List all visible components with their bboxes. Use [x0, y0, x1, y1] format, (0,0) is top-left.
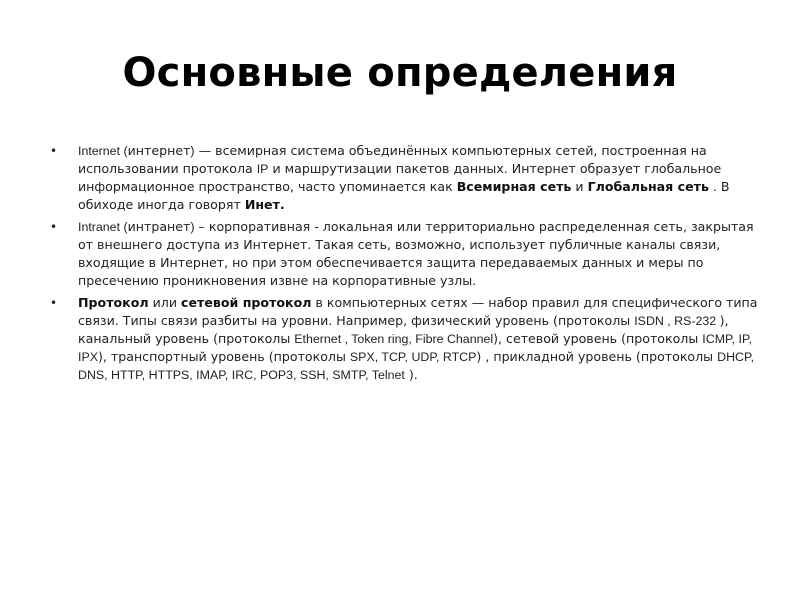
definition-text: и маршрутизации пакетов данных. Интернет образует глобальное информационное пространство, часто упоминается как — [78, 161, 722, 194]
bullet-icon: • — [50, 220, 58, 234]
bold-term: Глобальная сеть — [587, 179, 709, 194]
definition-text: или — [148, 295, 182, 310]
definition-text: ), транспортный уровень (протоколы — [97, 349, 350, 364]
definition-text: SPX, TCP, UDP, RTCP — [349, 350, 477, 364]
definition-text: ), сетевой уровень (протоколы — [493, 331, 703, 346]
bold-term: Инет. — [244, 197, 285, 212]
term-text: интранет — [127, 219, 191, 234]
term-text: Internet ( — [78, 144, 128, 158]
definition-text: в компьютерных сетях — набор правил для специфического типа связи. Типы связи разбиты на уровни. Например, физический уровень (протоколы — [78, 295, 758, 328]
bold-term: Протокол — [78, 295, 149, 310]
term-text: интернет — [127, 143, 191, 158]
bullet-icon: • — [50, 296, 58, 310]
definition-text: Ethernet , Token ring, Fibre Channel — [294, 332, 494, 346]
definition-text: . В обиходе иногда говорят — [78, 179, 730, 212]
definition-intranet — [50, 218, 762, 290]
bold-term: сетевой протокол — [181, 295, 312, 310]
definition-list — [50, 142, 762, 388]
definition-internet — [50, 142, 762, 214]
definition-protocol — [50, 294, 762, 384]
definition-text: DHCP, DNS, HTTP, HTTPS, IMAP, IRC, POP3, SSH, SMTP, Telnet — [78, 350, 755, 382]
bold-term: Всемирная сеть — [456, 179, 572, 194]
term-text: ) — [190, 144, 195, 158]
definition-text: ). — [404, 367, 418, 382]
definition-text: – корпоративная - локальная или территориально распределенная сеть, закрытая от внешнего доступа из Интернет. Такая сеть, возможно, использует публичные каналы связи, входящие в Интернет, но при этом обеспечивается защита передаваемых данных и меры по пресечению проникновения извне на корпоративные узлы. — [78, 219, 754, 288]
term-text: Intranet ( — [78, 220, 128, 234]
slide-title: Основные определения — [122, 50, 678, 96]
definition-text: ISDN , RS-232 — [634, 314, 720, 328]
definition-text: ) , прикладной уровень (протоколы — [476, 349, 718, 364]
definition-text: и — [571, 179, 588, 194]
definition-text: ), канальный уровень (протоколы — [78, 313, 729, 346]
term-text: ) — [190, 220, 195, 234]
definition-text: ICMP, IP, IPX — [78, 332, 753, 364]
definition-text: IP — [256, 162, 269, 176]
bullet-icon: • — [50, 144, 58, 158]
definition-text: — всемирная система объединённых компьютерных сетей, построенная на использовании протокола — [78, 143, 707, 176]
